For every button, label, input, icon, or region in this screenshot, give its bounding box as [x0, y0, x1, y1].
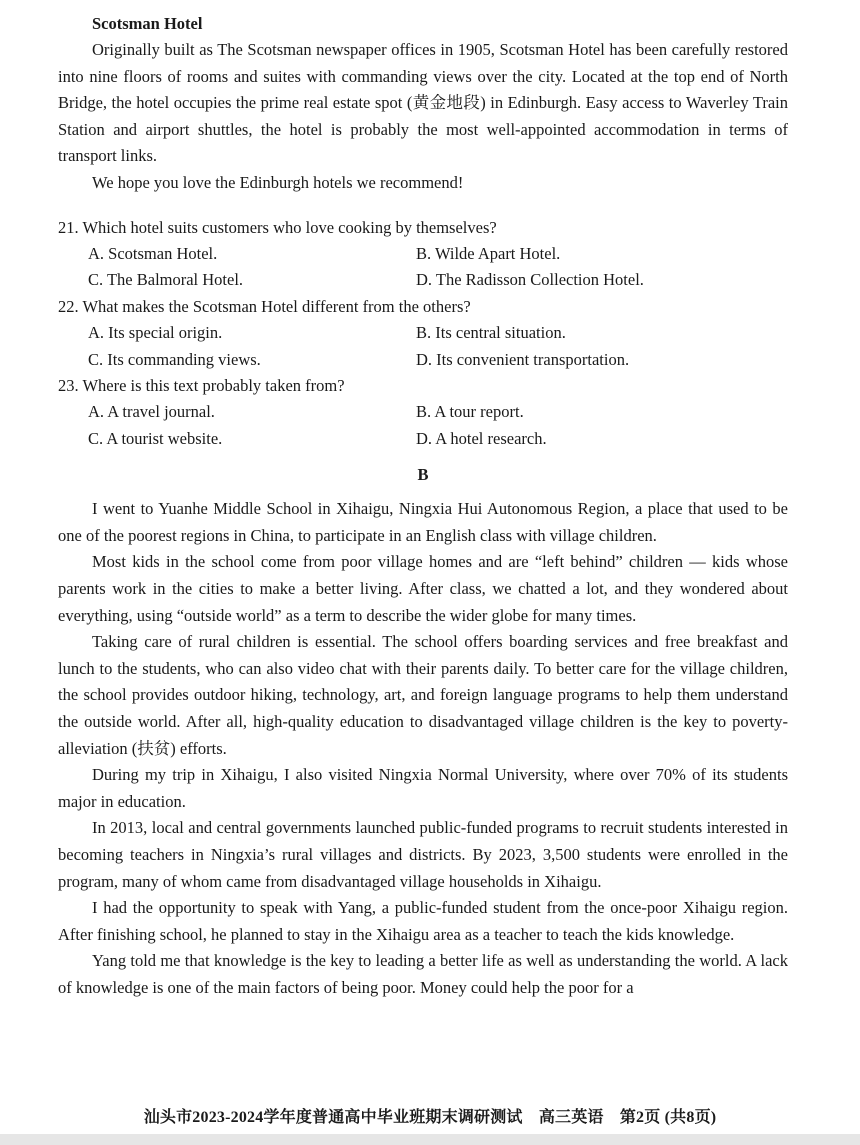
passage-b-paragraph: Yang told me that knowledge is the key to leading a better life as well as understanding the world. A lack of knowledge is one of the main factors of being poor. Money could help the poor for a: [58, 951, 788, 997]
question-stem: 22. What makes the Scotsman Hotel different from the others?: [58, 296, 471, 316]
option: D. The Radisson Collection Hotel.: [416, 270, 644, 290]
question-block: [58, 215, 788, 294]
question-options: [88, 241, 788, 294]
passage-b-paragraph: Taking care of rural children is essential. The school offers boarding services and free breakfast and lunch to the students, who can also video chat with their parents daily. To better care for the village children, the school provides outdoor hiking, technology, art, and foreign language programs to help them understand the outside world. After all, high-quality education to disadvantaged village children is the key to poverty-alleviation (扶贫) efforts.: [58, 632, 788, 758]
passage-b-paragraph: Most kids in the school come from poor village homes and are “left behind” children — kids whose parents work in the cities to make a better living. After class, we chatted a lot, and they wondered about everything, using “outside world” as a term to describe the wider globe for many times.: [58, 552, 788, 625]
passage-a-paragraph: We hope you love the Edinburgh hotels we recommend!: [92, 172, 464, 192]
scan-edge: [0, 1134, 860, 1145]
question-block: [58, 373, 788, 452]
option: A. Scotsman Hotel.: [88, 243, 218, 263]
option: A. Its special origin.: [88, 323, 223, 343]
passage-b-paragraph: I went to Yuanhe Middle School in Xihaigu, Ningxia Hui Autonomous Region, a place that used to be one of the poorest regions in China, to participate in an English class with village children.: [58, 499, 788, 545]
passage-b-paragraph: In 2013, local and central governments launched public-funded programs to recruit students interested in becoming teachers in Ningxia’s rural villages and districts. By 2023, 3,500 students were enrolled in the program, many of whom came from disadvantaged village households in Xihaigu.: [58, 818, 788, 891]
question-stem: 23. Where is this text probably taken from?: [58, 376, 345, 395]
question-options: [88, 399, 788, 452]
option: B. Wilde Apart Hotel.: [416, 243, 561, 263]
question-stem: 21. Which hotel suits customers who love cooking by themselves?: [58, 217, 497, 237]
option: D. Its convenient transportation.: [416, 349, 630, 369]
question-options: [88, 320, 788, 373]
option: D. A hotel research.: [416, 428, 547, 448]
hotel-heading: Scotsman Hotel: [92, 14, 203, 33]
passage-b: [58, 496, 788, 1001]
page-footer: [0, 1104, 860, 1127]
question-block: [58, 294, 788, 373]
option: B. Its central situation.: [416, 323, 566, 343]
exam-page: [58, 10, 788, 1002]
section-title: B: [417, 465, 429, 485]
passage-a: [58, 10, 788, 197]
passage-b-paragraph: During my trip in Xihaigu, I also visited Ningxia Normal University, where over 70% of its students major in education.: [58, 765, 788, 811]
option: C. Its commanding views.: [88, 349, 261, 369]
option: C. The Balmoral Hotel.: [88, 270, 244, 290]
passage-b-paragraph: I had the opportunity to speak with Yang, a public-funded student from the once-poor Xihaigu region. After finishing school, he planned to stay in the Xihaigu area as a teacher to teach the kids knowledge.: [58, 898, 788, 944]
footer-page-number: 第2页 (共8页): [619, 1109, 717, 1126]
footer-exam-name: 汕头市2023-2024学年度普通高中毕业班期末调研测试: [143, 1109, 523, 1126]
footer-subject: 高三英语: [538, 1109, 604, 1126]
option: C. A tourist website.: [88, 428, 223, 448]
option: A. A travel journal.: [88, 402, 215, 422]
option: B. A tour report.: [416, 402, 524, 422]
passage-a-paragraph: Originally built as The Scotsman newspaper offices in 1905, Scotsman Hotel has been carefully restored into nine floors of rooms and suites with commanding views over the city. Located at the top end of North Bridge, the hotel occupies the prime real estate spot (黄金地段) in Edinburgh. Easy access to Waverley Train Station and airport shuttles, the hotel is probably the most well-appointed accommodation in terms of transport links.: [58, 40, 788, 166]
